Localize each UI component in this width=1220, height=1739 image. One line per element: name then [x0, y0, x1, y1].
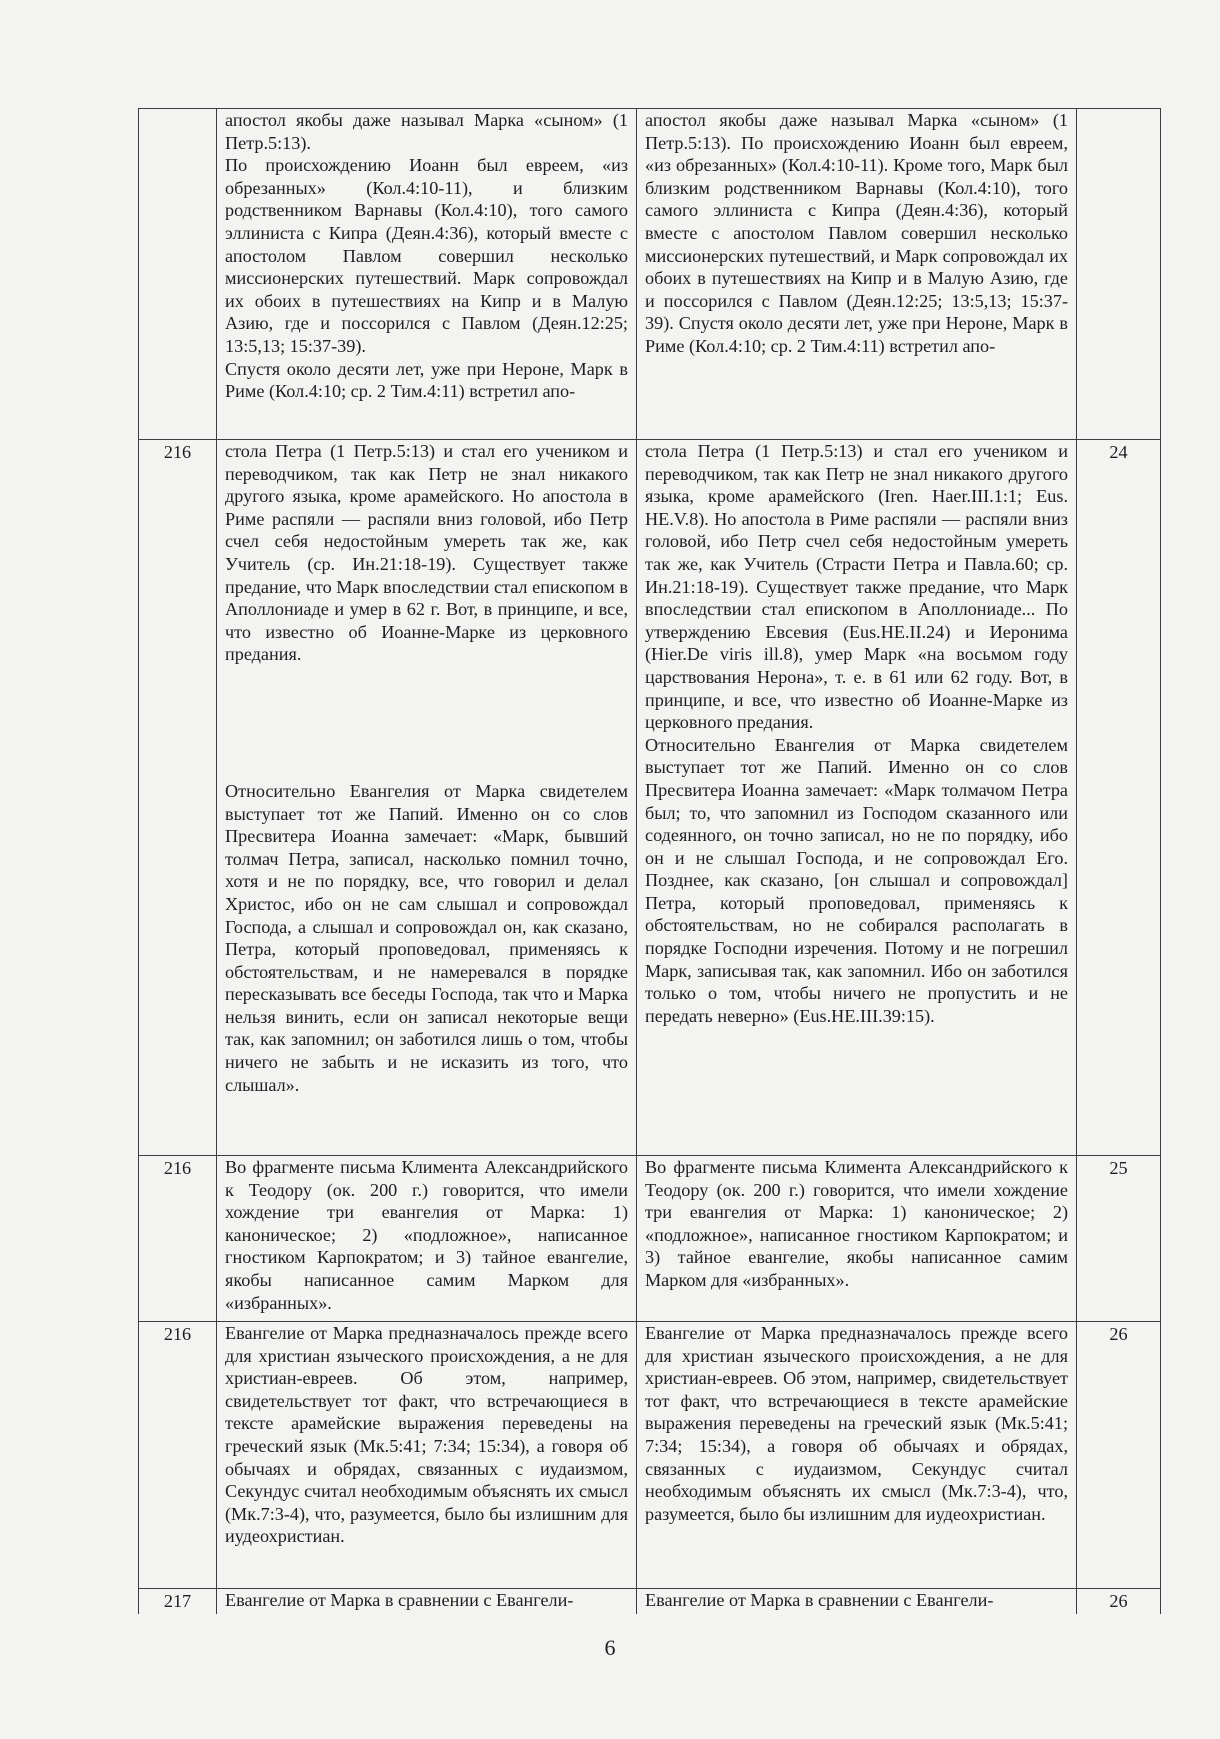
- paragraph: апостол якобы даже называл Марка «сыном» (1 Петр.5:13).: [225, 110, 628, 153]
- left-column-text: [217, 440, 637, 1156]
- right-column-text: [637, 1322, 1077, 1589]
- page-ref-right: [1077, 109, 1161, 440]
- right-column-text: [637, 440, 1077, 1156]
- page-number: 6: [604, 1635, 616, 1660]
- page-ref-right: 26: [1077, 1322, 1161, 1589]
- left-column-text: [217, 1589, 637, 1615]
- page-ref-right: 26: [1077, 1589, 1161, 1615]
- table-row: [139, 1322, 1161, 1589]
- paragraph: апостол якобы даже называл Марка «сыном» (1 Петр.5:13). По происхождению Иоанн был евреем, «из обрезанных» (Кол.4:10-11). Кроме того, Марк был близким родственником Варнавы (Кол.4:10), того самого эллиниста с Кипра (Деян.4:36), который вместе с апостолом Павлом совершил несколько миссионерских путешествий, и Марк сопровождал их обоих в путешествиях на Кипр и в Малую Азию, где и поссорился с Павлом (Деян.12:25; 13:5,13; 15:37-39). Спустя около десяти лет, уже при Нероне, Марк в Риме (Кол.4:10; ср. 2 Тим.4:11) встретил апо-: [645, 110, 1068, 356]
- right-column-text: [637, 1589, 1077, 1615]
- paragraph: стола Петра (1 Петр.5:13) и стал его учеником и переводчиком, так как Петр не знал никакого другого языка, кроме арамейского. Но апостола в Риме распяли — распяли вниз головой, ибо Петр счел себя недостойным умереть так же, как Учитель (ср. Ин.21:18-19). Существует также предание, что Марк впоследствии стал епископом в Аполлониаде и умер в 62 г. Вот, в принципе, и все, что известно об Иоанне-Марке из церковного предания.: [225, 441, 628, 665]
- comparison-table: [138, 108, 1161, 1614]
- page-ref-left: 216: [139, 1322, 217, 1589]
- table-row: [139, 440, 1161, 1156]
- left-column-text: [217, 109, 637, 440]
- left-column-text: [217, 1322, 637, 1589]
- page-ref-right: 25: [1077, 1156, 1161, 1322]
- page-ref-left: 217: [139, 1589, 217, 1615]
- paragraph: стола Петра (1 Петр.5:13) и стал его учеником и переводчиком, так как Петр не знал никакого другого языка, кроме арамейского (Iren. Haer.III.1:1; Eus. HE.V.8). Но апостола в Риме распяли — распяли вниз головой, ибо Петр счел себя недостойным умереть так же, как Учитель (Страсти Петра и Павла.60; ср. Ин.21:18-19). Существует также предание, что Марк впоследствии стал епископом в Аполлониаде... По утверждению Евсевия (Eus.HE.II.24) и Иеронима (Hier.De viris ill.8), умер Марк «на восьмом году царствования Нерона», т. е. в 61 или 62 году. Вот, в принципе, и все, что известно об Иоанне-Марке из церковного предания.: [645, 441, 1068, 733]
- page-ref-right: 24: [1077, 440, 1161, 1156]
- paragraph: Спустя около десяти лет, уже при Нероне, Марк в Риме (Кол.4:10; ср. 2 Тим.4:11) встретил апо-: [225, 358, 628, 402]
- blank-gap: [225, 666, 628, 780]
- paragraph: Относительно Евангелия от Марка свидетелем выступает тот же Папий. Именно он со слов Пресвитера Иоанна замечает: «Марк толмачом Петра был; то, что запомнил из Господом сказанного или содеянного, он точно записал, но не по порядку, ибо он и не слышал Господа, и не сопровождал Его. Позднее, как сказано, [он слышал и сопровождал] Петра, который проповедовал, применяясь к обстоятельствам, но не собирался располагать в порядке Господни изречения. Потому и не погрешил Марк, записывая так, как запомнил. Ибо он заботился только о том, чтобы ничего не пропустить и не передать неверно» (Eus.HE.III.39:15).: [645, 734, 1068, 1026]
- page-ref-left: 216: [139, 1156, 217, 1322]
- page-ref-left: [139, 109, 217, 440]
- left-column-text: [217, 1156, 637, 1322]
- paragraph: Во фрагменте письма Климента Александрийского к Теодору (ок. 200 г.) говорится, что имели хождение три евангелия от Марка: 1) каноническое; 2) «подложное», написанное гностиком Карпократом; и 3) тайное евангелие, якобы написанное самим Марком для «избранных».: [645, 1157, 1068, 1290]
- paragraph: Евангелие от Марка в сравнении с Евангели-: [645, 1590, 994, 1610]
- paragraph: Во фрагменте письма Климента Александрийского к Теодору (ок. 200 г.) говорится, что имели хождение три евангелия от Марка: 1) каноническое; 2) «подложное», написанное гностиком Карпократом; и 3) тайное евангелие, якобы написанное самим Марком для «избранных».: [225, 1157, 628, 1313]
- paragraph: Евангелие от Марка предназначалось прежде всего для христиан языческого происхождения, а не для христиан-евреев. Об этом, например, свидетельствует тот факт, что встречающиеся в тексте арамейские выражения переведены на греческий язык (Мк.5:41; 7:34; 15:34), а говоря об обычаях и обрядах, связанных с иудаизмом, Секундус считал необходимым объяснять их смысл (Мк.7:3-4), что, разумеется, было бы излишним для иудеохристиан.: [645, 1323, 1068, 1524]
- paragraph: Относительно Евангелия от Марка свидетелем выступает тот же Папий. Именно он со слов Пресвитера Иоанна замечает: «Марк, бывший толмач Петра, записал, насколько помнил точно, хотя и не по порядку, все, что говорил и делал Христос, ибо он не сам слышал и сопровождал Господа, а слышал и сопровождал он, как сказано, Петра, который проповедовал, применяясь к обстоятельствам, и не намеревался в порядке пересказывать все беседы Господа, так что и Марка нельзя винить, если он записал некоторые вещи так, как запомнил; он заботился лишь о том, чтобы ничего не забыть и не исказить из того, что слышал».: [225, 780, 628, 1095]
- table-row: [139, 1589, 1161, 1615]
- paragraph: Евангелие от Марка предназначалось прежде всего для христиан языческого происхождения, а не для христиан-евреев. Об этом, например, свидетельствует тот факт, что встречающиеся в тексте арамейские выражения переведены на греческий язык (Мк.5:41; 7:34; 15:34), а говоря об обычаях и обрядах, связанных с иудаизмом, Секундус считал необходимым объяснять их смысл (Мк.7:3-4), что, разумеется, было бы излишним для иудеохристиан.: [225, 1323, 628, 1547]
- paragraph: По происхождению Иоанн был евреем, «из обрезанных» (Кол.4:10-11), и близким родственником Варнавы (Кол.4:10), того самого эллиниста с Кипра (Деян.4:36), который вместе с апостолом Павлом совершил несколько миссионерских путешествий. Марк сопровождал их обоих в путешествиях на Кипр и в Малую Азию, где и поссорился с Павлом (Деян.12:25; 13:5,13; 15:37-39).: [225, 155, 628, 356]
- table-row: [139, 109, 1161, 440]
- paragraph: Евангелие от Марка в сравнении с Евангели-: [225, 1590, 574, 1610]
- table-row: [139, 1156, 1161, 1322]
- right-column-text: [637, 1156, 1077, 1322]
- page-ref-left: 216: [139, 440, 217, 1156]
- right-column-text: [637, 109, 1077, 440]
